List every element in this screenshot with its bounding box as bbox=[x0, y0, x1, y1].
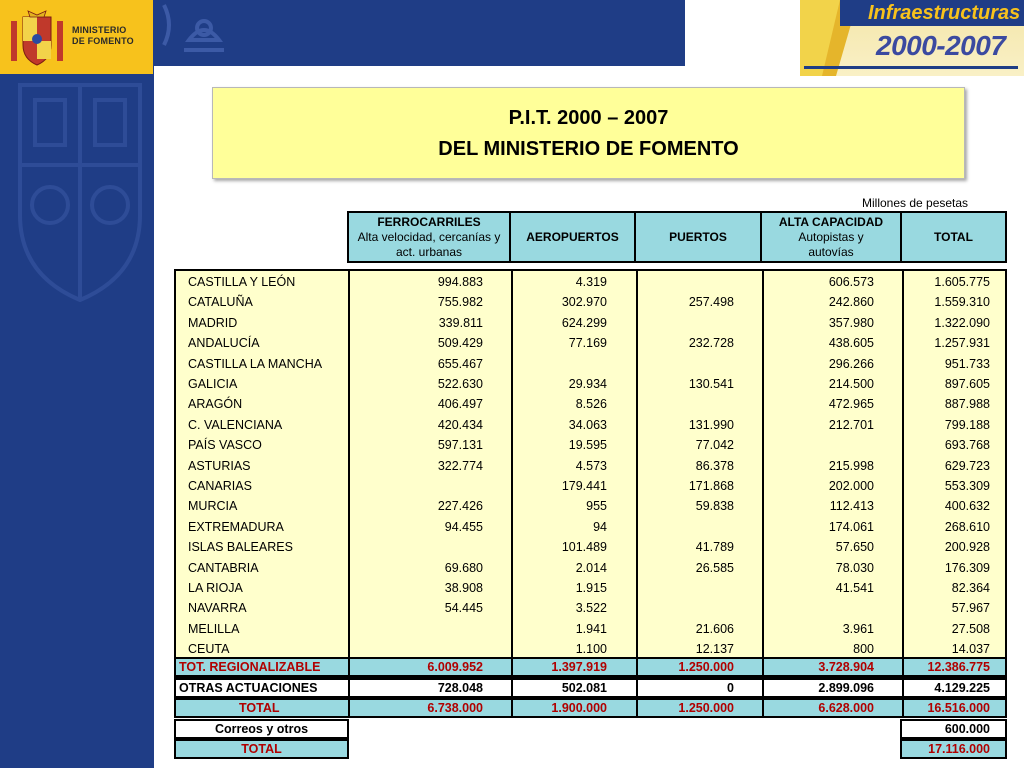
header-alta-capacidad bbox=[760, 211, 902, 263]
column-divider bbox=[511, 680, 513, 696]
summary-label: TOT. REGIONALIZABLE bbox=[179, 660, 321, 674]
cell-alta-capacidad: 57.650 bbox=[835, 540, 874, 555]
cell-aeropuertos: 1.100 bbox=[575, 642, 607, 657]
region-table bbox=[174, 269, 1007, 678]
region-name: PAÍS VASCO bbox=[188, 438, 262, 453]
units-label: Millones de pesetas bbox=[862, 196, 969, 210]
cell-alta-capacidad: 2.899.096 bbox=[818, 681, 874, 695]
cell-aeropuertos: 1.397.919 bbox=[551, 660, 607, 674]
column-divider bbox=[762, 700, 764, 716]
cell-total: 200.928 bbox=[944, 540, 990, 555]
cell-ferrocarriles: 322.774 bbox=[437, 458, 483, 473]
cell-ferrocarriles: 38.908 bbox=[444, 581, 483, 595]
cell-aeropuertos: 955 bbox=[586, 499, 607, 514]
table-row bbox=[176, 354, 1005, 374]
cell-total: 1.559.310 bbox=[934, 295, 990, 310]
crown-watermark-icon bbox=[154, 0, 685, 66]
cell-total: 1.322.090 bbox=[934, 315, 990, 330]
cell-alta-capacidad: 606.573 bbox=[828, 275, 874, 289]
region-name: MELILLA bbox=[188, 621, 240, 636]
row-otras-actuaciones bbox=[174, 678, 1007, 698]
badge-underline bbox=[804, 66, 1018, 69]
title-line2: DEL MINISTERIO DE FOMENTO bbox=[438, 138, 739, 160]
cell-total: 553.309 bbox=[944, 479, 990, 493]
summary-label: OTRAS ACTUACIONES bbox=[179, 681, 318, 695]
cell-total: 1.605.775 bbox=[934, 275, 990, 289]
cell-aeropuertos: 2.014 bbox=[575, 560, 607, 575]
region-name: CATALUÑA bbox=[188, 295, 253, 310]
cell-ferrocarriles: 522.630 bbox=[437, 377, 483, 391]
cell-ferrocarriles: 69.680 bbox=[444, 560, 483, 575]
header-ferrocarriles-subtitle: Alta velocidad, cercanías y act. urbanas bbox=[357, 229, 501, 259]
region-name: MADRID bbox=[188, 315, 238, 330]
cell-aeropuertos: 624.299 bbox=[561, 315, 607, 330]
correos-label: Correos y otros bbox=[214, 722, 309, 736]
header-aeropuertos bbox=[509, 211, 636, 263]
cell-aeropuertos: 3.522 bbox=[575, 601, 607, 616]
cell-puertos: 232.728 bbox=[688, 336, 734, 351]
cell-puertos: 86.378 bbox=[695, 458, 734, 473]
badge-title: Infraestructuras bbox=[868, 2, 1021, 24]
grand-total-label: TOTAL bbox=[241, 742, 282, 756]
cell-alta-capacidad: 41.541 bbox=[835, 581, 874, 595]
cell-total: 951.733 bbox=[944, 356, 990, 371]
cell-aeropuertos: 4.319 bbox=[575, 275, 607, 289]
cell-ferrocarriles: 420.434 bbox=[437, 417, 483, 432]
cell-total: 799.188 bbox=[944, 417, 990, 432]
header-ferrocarriles-title: FERROCARRILES bbox=[377, 214, 481, 229]
region-name: ARAGÓN bbox=[188, 397, 243, 412]
cell-ferrocarriles: 994.883 bbox=[437, 275, 483, 289]
table-row bbox=[176, 517, 1005, 537]
cell-alta-capacidad: 3.728.904 bbox=[818, 660, 874, 674]
cell-total: 268.610 bbox=[944, 519, 990, 534]
cell-ferrocarriles: 339.811 bbox=[438, 315, 483, 330]
summary-label: TOTAL bbox=[239, 701, 280, 715]
region-name: ISLAS BALEARES bbox=[188, 540, 293, 555]
region-name: NAVARRA bbox=[188, 601, 247, 616]
cell-total: 16.516.000 bbox=[927, 701, 990, 715]
cell-total: 27.508 bbox=[951, 621, 990, 636]
cell-ferrocarriles: 755.982 bbox=[437, 295, 483, 310]
table-row bbox=[176, 292, 1005, 312]
title-line1: P.I.T. 2000 – 2007 bbox=[508, 107, 669, 129]
cell-aeropuertos: 1.900.000 bbox=[551, 701, 607, 715]
column-divider bbox=[348, 680, 350, 696]
table-row bbox=[176, 394, 1005, 414]
cell-total: 12.386.775 bbox=[927, 660, 990, 674]
cell-puertos: 1.250.000 bbox=[678, 701, 734, 715]
row-total bbox=[174, 698, 1007, 718]
spanish-crest-icon bbox=[8, 9, 66, 67]
column-divider bbox=[762, 680, 764, 696]
cell-puertos: 0 bbox=[727, 681, 734, 695]
cell-puertos: 59.838 bbox=[695, 499, 734, 514]
table-row bbox=[176, 333, 1005, 353]
column-divider bbox=[902, 659, 904, 675]
cell-aeropuertos: 4.573 bbox=[575, 458, 607, 473]
cell-ferrocarriles: 406.497 bbox=[437, 397, 483, 412]
table-row bbox=[176, 456, 1005, 476]
region-name: CANARIAS bbox=[188, 479, 252, 493]
cell-total: 887.988 bbox=[944, 397, 990, 412]
cell-alta-capacidad: 800 bbox=[853, 642, 874, 657]
cell-total: 1.257.931 bbox=[934, 336, 990, 351]
ministry-name-line2: DE FOMENTO bbox=[72, 36, 134, 46]
row-tot-regionalizable bbox=[174, 657, 1007, 677]
cell-puertos: 26.585 bbox=[695, 560, 734, 575]
cell-alta-capacidad: 202.000 bbox=[828, 479, 874, 493]
cell-aeropuertos: 19.595 bbox=[568, 438, 607, 453]
region-name: ASTURIAS bbox=[188, 458, 251, 473]
cell-alta-capacidad: 214.500 bbox=[828, 377, 874, 391]
cell-total: 693.768 bbox=[944, 438, 990, 453]
correos-label-cell bbox=[174, 719, 349, 739]
cell-puertos: 12.137 bbox=[695, 642, 734, 657]
cell-alta-capacidad: 78.030 bbox=[835, 560, 874, 575]
cell-aeropuertos: 179.441 bbox=[561, 479, 607, 493]
cell-ferrocarriles: 94.455 bbox=[444, 519, 483, 534]
correos-total: 600.000 bbox=[944, 722, 990, 736]
column-divider bbox=[636, 659, 638, 675]
header-total-title: TOTAL bbox=[934, 229, 973, 244]
column-divider bbox=[348, 659, 350, 675]
header-puertos bbox=[634, 211, 762, 263]
header-alta-capacidad-title: ALTA CAPACIDAD bbox=[778, 214, 884, 229]
ministry-name-line1: MINISTERIO bbox=[72, 25, 127, 35]
column-divider bbox=[762, 659, 764, 675]
cell-aeropuertos: 34.063 bbox=[568, 417, 607, 432]
cell-ferrocarriles: 227.426 bbox=[437, 499, 483, 514]
cell-total: 82.364 bbox=[951, 581, 990, 595]
cell-puertos: 130.541 bbox=[688, 377, 734, 391]
cell-ferrocarriles: 655.467 bbox=[437, 356, 483, 371]
cell-total: 176.309 bbox=[944, 560, 990, 575]
column-divider bbox=[902, 700, 904, 716]
cell-puertos: 131.990 bbox=[688, 417, 734, 432]
cell-puertos: 1.250.000 bbox=[678, 660, 734, 674]
cell-total: 629.723 bbox=[944, 458, 990, 473]
column-divider bbox=[348, 700, 350, 716]
cell-ferrocarriles: 728.048 bbox=[437, 681, 483, 695]
table-row bbox=[176, 558, 1005, 578]
column-divider bbox=[511, 700, 513, 716]
cell-puertos: 171.868 bbox=[688, 479, 734, 493]
region-name: C. VALENCIANA bbox=[188, 417, 283, 432]
cell-alta-capacidad: 296.266 bbox=[828, 356, 874, 371]
header-total bbox=[900, 211, 1007, 263]
cell-total: 57.967 bbox=[951, 601, 990, 616]
region-name: CEUTA bbox=[188, 642, 230, 657]
cell-aeropuertos: 1.915 bbox=[575, 581, 607, 595]
cell-ferrocarriles: 54.445 bbox=[444, 601, 483, 616]
cell-total: 897.605 bbox=[944, 377, 990, 391]
table-row bbox=[176, 619, 1005, 639]
cell-alta-capacidad: 438.605 bbox=[828, 336, 874, 351]
cell-total: 14.037 bbox=[951, 642, 990, 657]
table-row bbox=[176, 313, 1005, 333]
cell-alta-capacidad: 6.628.000 bbox=[818, 701, 874, 715]
cell-alta-capacidad: 357.980 bbox=[828, 315, 874, 330]
grand-total-cell bbox=[900, 739, 1007, 759]
cell-puertos: 21.606 bbox=[695, 621, 734, 636]
table-row bbox=[176, 374, 1005, 394]
cell-alta-capacidad: 212.701 bbox=[828, 417, 874, 432]
region-name: LA RIOJA bbox=[188, 581, 243, 595]
cell-total: 400.632 bbox=[944, 499, 990, 514]
cell-aeropuertos: 29.934 bbox=[568, 377, 607, 391]
cell-puertos: 77.042 bbox=[695, 438, 734, 453]
header-alta-capacidad-subtitle: Autopistas y autovías bbox=[798, 229, 864, 259]
header-puertos-title: PUERTOS bbox=[669, 229, 727, 244]
column-divider bbox=[511, 659, 513, 675]
cell-alta-capacidad: 3.961 bbox=[842, 621, 874, 636]
cell-ferrocarriles: 597.131 bbox=[437, 438, 483, 453]
coat-of-arms-watermark-icon bbox=[0, 75, 154, 305]
header-ferrocarriles bbox=[347, 211, 511, 263]
header-aeropuertos-title: AEROPUERTOS bbox=[526, 229, 619, 244]
correos-total-cell bbox=[900, 719, 1007, 739]
cell-alta-capacidad: 242.860 bbox=[828, 295, 874, 310]
cell-aeropuertos: 302.970 bbox=[561, 295, 607, 310]
cell-puertos: 257.498 bbox=[688, 295, 734, 310]
cell-puertos: 41.789 bbox=[695, 540, 734, 555]
region-name: EXTREMADURA bbox=[188, 519, 284, 534]
infraestructuras-badge bbox=[800, 0, 1024, 76]
cell-ferrocarriles: 6.009.952 bbox=[427, 660, 483, 674]
top-band bbox=[154, 0, 685, 66]
cell-alta-capacidad: 112.413 bbox=[829, 499, 874, 514]
cell-aeropuertos: 101.489 bbox=[561, 540, 607, 555]
cell-aeropuertos: 502.081 bbox=[561, 681, 607, 695]
table-row bbox=[176, 578, 1005, 598]
cell-aeropuertos: 94 bbox=[593, 519, 607, 534]
table-row bbox=[176, 415, 1005, 435]
region-name: CASTILLA Y LEÓN bbox=[188, 275, 296, 289]
table-row bbox=[176, 496, 1005, 516]
cell-aeropuertos: 1.941 bbox=[575, 621, 607, 636]
table-row bbox=[176, 435, 1005, 455]
table-row bbox=[176, 537, 1005, 557]
region-name: GALICIA bbox=[188, 377, 238, 391]
badge-years: 2000-2007 bbox=[876, 30, 1006, 61]
column-divider bbox=[636, 680, 638, 696]
region-name: CASTILLA LA MANCHA bbox=[188, 356, 323, 371]
cell-ferrocarriles: 6.738.000 bbox=[427, 701, 483, 715]
cell-aeropuertos: 77.169 bbox=[568, 336, 607, 351]
left-sidebar bbox=[0, 0, 154, 768]
region-name: ANDALUCÍA bbox=[188, 336, 260, 351]
ministry-logo bbox=[0, 0, 153, 74]
table-row bbox=[176, 598, 1005, 618]
region-name: MURCIA bbox=[188, 499, 238, 514]
cell-ferrocarriles: 509.429 bbox=[437, 336, 483, 351]
grand-total-label-cell bbox=[174, 739, 349, 759]
cell-total: 4.129.225 bbox=[934, 681, 990, 695]
table-row bbox=[176, 272, 1005, 292]
grand-total-value: 17.116.000 bbox=[928, 742, 990, 756]
cell-aeropuertos: 8.526 bbox=[575, 397, 607, 412]
region-name: CANTABRIA bbox=[188, 560, 259, 575]
cell-alta-capacidad: 472.965 bbox=[828, 397, 874, 412]
cell-alta-capacidad: 174.061 bbox=[828, 519, 874, 534]
table-row bbox=[176, 476, 1005, 496]
page-title bbox=[212, 87, 965, 179]
column-divider bbox=[902, 680, 904, 696]
column-divider bbox=[636, 700, 638, 716]
cell-alta-capacidad: 215.998 bbox=[828, 458, 874, 473]
ministry-name bbox=[72, 25, 134, 47]
